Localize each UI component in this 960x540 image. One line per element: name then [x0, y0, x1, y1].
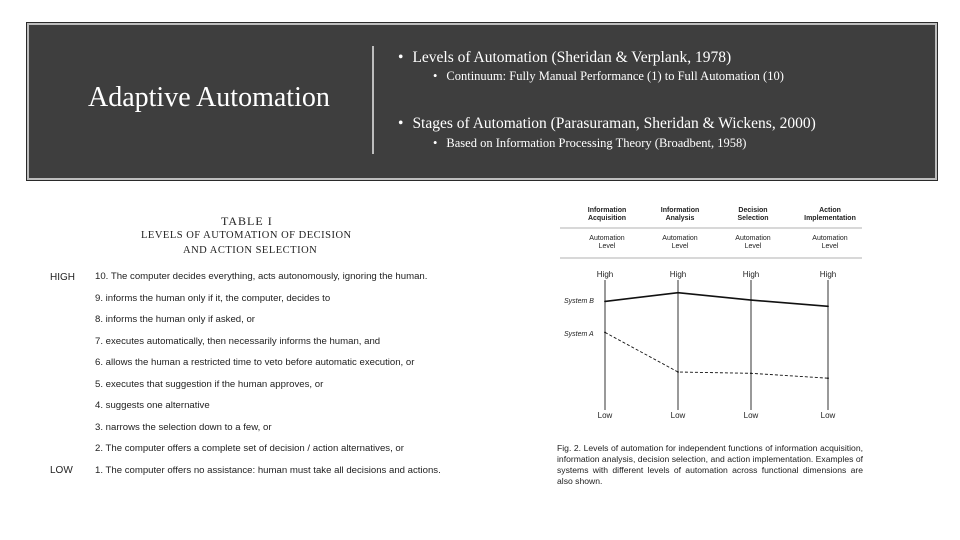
- level-4: 4. suggests one alternative: [95, 400, 210, 411]
- high-tick-1: High: [596, 270, 614, 279]
- high-label: HIGH: [50, 272, 75, 283]
- bullet-levels-text: Levels of Automation (Sheridan & Verplank, 1978): [412, 49, 732, 66]
- automation-level-label-4-line1: Automation: [812, 235, 848, 242]
- subbullet-continuum-text: Continuum: Fully Manual Performance (1) to Full Automation (10): [446, 69, 784, 83]
- level-10: 10. The computer decides everything, acts autonomously, ignoring the human.: [95, 271, 428, 282]
- stage-label-4-line2: Implementation: [804, 215, 856, 222]
- slide-title: Adaptive Automation: [88, 82, 330, 113]
- automation-level-label-3-line2: Level: [744, 243, 762, 250]
- point-system-b-2: [677, 292, 679, 294]
- bullet-dot-icon: •: [433, 69, 438, 83]
- level-2: 2. The computer offers a complete set of decision / action alternatives, or: [95, 443, 404, 454]
- bullet-dot-icon: •: [433, 136, 438, 150]
- level-1: 1. The computer offers no assistance: human must take all decisions and actions.: [95, 465, 441, 476]
- point-system-a-1: [604, 332, 606, 334]
- stage-label-3-line1: Decision: [738, 207, 768, 214]
- bullet-dot-icon: •: [398, 115, 404, 132]
- low-tick-4: Low: [820, 411, 836, 420]
- figure-caption: Fig. 2. Levels of automation for independent functions of information acquisition, information analysis, decision selection, and action implementation. Examples of systems with different levels of automation across functional dimensions are also shown.: [557, 443, 863, 486]
- level-7: 7. executes automatically, then necessarily informs the human, and: [95, 336, 381, 347]
- series-label-system-a: System A: [564, 331, 594, 338]
- automation-level-label-2-line1: Automation: [662, 235, 698, 242]
- level-5: 5. executes that suggestion if the human approves, or: [95, 379, 324, 390]
- stage-label-3-line2: Selection: [737, 215, 769, 222]
- level-9: 9. informs the human only if it, the computer, decides to: [95, 293, 331, 304]
- automation-level-label-1-line1: Automation: [589, 235, 625, 242]
- table-title: TABLE I: [221, 214, 273, 228]
- level-6: 6. allows the human a restricted time to veto before automatic execution, or: [95, 357, 415, 368]
- subbullet-broadbent-text: Based on Information Processing Theory (Broadbent, 1958): [446, 136, 747, 150]
- table-subtitle-1: LEVELS OF AUTOMATION OF DECISION: [141, 230, 352, 241]
- bullet-stages-text: Stages of Automation (Parasuraman, Sheridan & Wickens, 2000): [412, 115, 816, 132]
- automation-level-label-2-line2: Level: [671, 243, 689, 250]
- series-line-system-b: [605, 293, 828, 307]
- automation-level-label-4-line2: Level: [821, 243, 839, 250]
- automation-level-label-1-line2: Level: [598, 243, 616, 250]
- point-system-b-3: [750, 299, 752, 301]
- low-label: LOW: [50, 465, 73, 476]
- level-8: 8. informs the human only if asked, or: [95, 314, 255, 325]
- point-system-a-4: [827, 377, 829, 379]
- level-3: 3. narrows the selection down to a few, or: [95, 422, 272, 433]
- point-system-a-3: [750, 372, 752, 374]
- high-tick-2: High: [669, 270, 687, 279]
- point-system-b-1: [604, 301, 606, 303]
- stage-label-4-line1: Action: [819, 207, 841, 214]
- stage-label-1-line1: Information: [587, 207, 627, 214]
- low-tick-1: Low: [597, 411, 613, 420]
- point-system-a-2: [677, 371, 679, 373]
- series-line-system-a: [605, 332, 828, 378]
- automation-level-label-3-line1: Automation: [735, 235, 771, 242]
- stage-label-2-line2: Analysis: [665, 215, 695, 222]
- point-system-b-4: [827, 305, 829, 307]
- stage-label-1-line2: Acquisition: [587, 215, 627, 222]
- low-tick-2: Low: [670, 411, 686, 420]
- high-tick-3: High: [742, 270, 760, 279]
- bullet-dot-icon: •: [398, 49, 404, 66]
- high-tick-4: High: [819, 270, 837, 279]
- series-label-system-b: System B: [564, 298, 594, 305]
- stage-label-2-line1: Information: [660, 207, 700, 214]
- table-subtitle-2: AND ACTION SELECTION: [183, 245, 318, 256]
- low-tick-3: Low: [743, 411, 759, 420]
